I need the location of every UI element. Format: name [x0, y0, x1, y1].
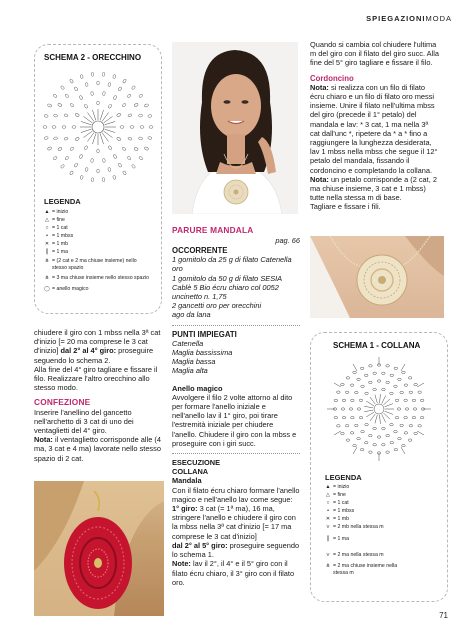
materials-item: 2 gancetti oro per orecchini — [172, 301, 262, 311]
legend-item: ┃ = 1 ma — [326, 536, 350, 542]
legend-item: ○ = 1 cat — [45, 225, 68, 231]
stitch-item: Maglia bassa — [172, 357, 216, 367]
legend-item: △ = fine — [326, 492, 346, 498]
legend-item: ⋎ = 2 mb nella stessa m — [326, 524, 384, 530]
legend-item: ⋎ = 2 ma nella stessa m — [326, 552, 384, 558]
schema1-diagram — [319, 355, 439, 463]
page-number: 71 — [439, 611, 448, 620]
legend-item: ▲ = inizio — [44, 209, 69, 215]
schema1-box — [310, 332, 448, 602]
materials-item: 1 gomitolo da 25 g di filato Catenella oro — [172, 255, 292, 274]
schema2-box — [34, 44, 162, 314]
heading-esecuzione: ESECUZIONE — [172, 458, 221, 468]
page-reference: pag. 66 — [275, 236, 300, 245]
parure-title: PARURE MANDALA — [172, 225, 254, 235]
stitch-item: Maglia alta — [172, 366, 208, 376]
column-left-text: chiudere il giro con 1 mbss nella 3ª cat d'inizio [= 20 ma comprese le 3 cat d'inizio] dal 2° al 4° giro: proseguire seguendo lo schema 2. Alla fine del 4° giro tagliare e fissare il filo. Realizzare l'altro orecchino allo stesso modo. CONFEZIONE Inserire l'anellino del gancetto nell'archetto di 3 cat di uno dei ventaglietti del 4° giro. Nota: il ventaglietto corrisponde alle (4 ma, 3 cat e 4 ma) lavorate nello stesso spazio di 2 cat. — [34, 328, 161, 463]
legend-item: ▲ = inizio — [325, 484, 350, 490]
schema2-legend-title: LEGENDA — [44, 197, 81, 206]
section-header: SPIEGAZIONIMODA — [366, 14, 452, 23]
legend-item: ○ = 1 cat — [326, 500, 349, 506]
model-photo — [172, 42, 298, 214]
stitch-item: Catenella — [172, 338, 204, 348]
heading-cordoncino: Cordoncino — [310, 73, 354, 83]
materials-item: uncinetto n. 1,75 — [172, 292, 227, 302]
schema2-diagram — [40, 69, 156, 185]
stitch-item: Maglia bassissima — [172, 348, 233, 358]
heading-collana: COLLANA — [172, 467, 209, 477]
earring-photo — [34, 481, 164, 616]
legend-item: ⋔ = 3 ma chiuse insieme nello stesso spazio — [44, 275, 150, 281]
heading-confezione: CONFEZIONE — [34, 397, 91, 408]
heading-mandala: Mandala — [172, 476, 202, 486]
schema2-legend — [42, 208, 158, 293]
necklace-photo — [310, 236, 444, 318]
materials-item: 1 gomitolo da 50 g di filato SESIA Cablè 5 Bio écru chiaro col 0052 — [172, 273, 282, 292]
legend-item: • = 1 mbss — [327, 508, 355, 514]
legend-item: ┃ = 1 ma — [45, 249, 69, 255]
schema1-legend-title: LEGENDA — [325, 473, 362, 482]
heading-anello: Anello magico — [172, 383, 223, 393]
schema1-legend — [323, 483, 441, 577]
schema2-title: SCHEMA 2 - ORECCHINO — [44, 53, 142, 62]
legend-item: △ = fine — [45, 217, 65, 223]
materials-item: ago da lana — [172, 310, 211, 320]
column-middle-text: PARURE MANDALA pag. 66 OCCORRENTE 1 gomitolo da 25 g di filato Catenella oro 1 gomitolo da 50 g di filato SESIA Cablè 5 Bio écru chiaro col 0052 uncinetto n. 1,75 2 gancetti oro per orecchini ago da lana PUNTI IMPIEGATI Catenella Maglia bassissima Maglia bassa Maglia alta Anello magico Avvolgere il filo 2 volte attorno al dito per formare l'anello iniziale e nell'anello lav il 1° giro, poi tirare l'estremità iniziale per chiudere l'anello. Chiudere il giro con la mbss e proseguire con i giri succ. ESECUZIONE COLLANA Mandala Con il filato écru chiaro formare l'anello magico e nell'anello lav come segue: 1° giro: 3 cat (= 1ª ma), 16 ma, stringere l'anello e chiudere il giro con la mbss nella 3ª cat d'inizio [= 17 ma comprese le 3 cat d'inizio] dal 2° al 5° giro: proseguire seguendo lo schema 1. Note: lav il 2°, il 4° e il 5° giro con il filato écru chiaro, il 3° giro con il filato oro. — [172, 225, 300, 587]
heading-occorrente: OCCORRENTE — [172, 246, 228, 255]
legend-item: ✕ = 1 mb — [325, 516, 350, 522]
heading-punti: PUNTI IMPIEGATI — [172, 329, 237, 339]
legend-item: ⋔ = (2 cat e 2 ma chiuse insieme) nello stesso spazio — [44, 258, 137, 271]
schema1-title: SCHEMA 1 - COLLANA — [333, 341, 421, 350]
legend-item: ◯ = anello magico — [44, 286, 89, 292]
legend-item: ⋔ = 2 ma chiuse insieme nella stessa m — [325, 563, 398, 576]
legend-item: • = 1 mbss — [46, 233, 74, 239]
legend-item: ✕ = 1 mb — [44, 241, 69, 247]
column-right-text: Quando si cambia col chiudere l'ultima m del giro con il filato del giro succ. Alla fine del 5° giro tagliare e fissare il filo. Cordoncino Nota: si realizza con un filo di filato écru chiaro e un filo di filato oro messi insieme. Unire il filato nell'ultima mbss del giro (precede il 1° petalo) del mandala e lav: * 3 cat, 1 ma nella 3ª cat dall'unc *, ripetere da * a * fino a raggiungere la lunghezza desiderata, lav 1 mbss nella mbss che segue il 12° petalo del mandala, fissando il cordoncino e completando la collana. Nota: un petalo corrisponde a (2 cat, 2 ma chiuse insieme, 3 cat e 1 mbss) tutte nella stessa m di base. Tagliare e fissare i fili. — [310, 40, 439, 212]
